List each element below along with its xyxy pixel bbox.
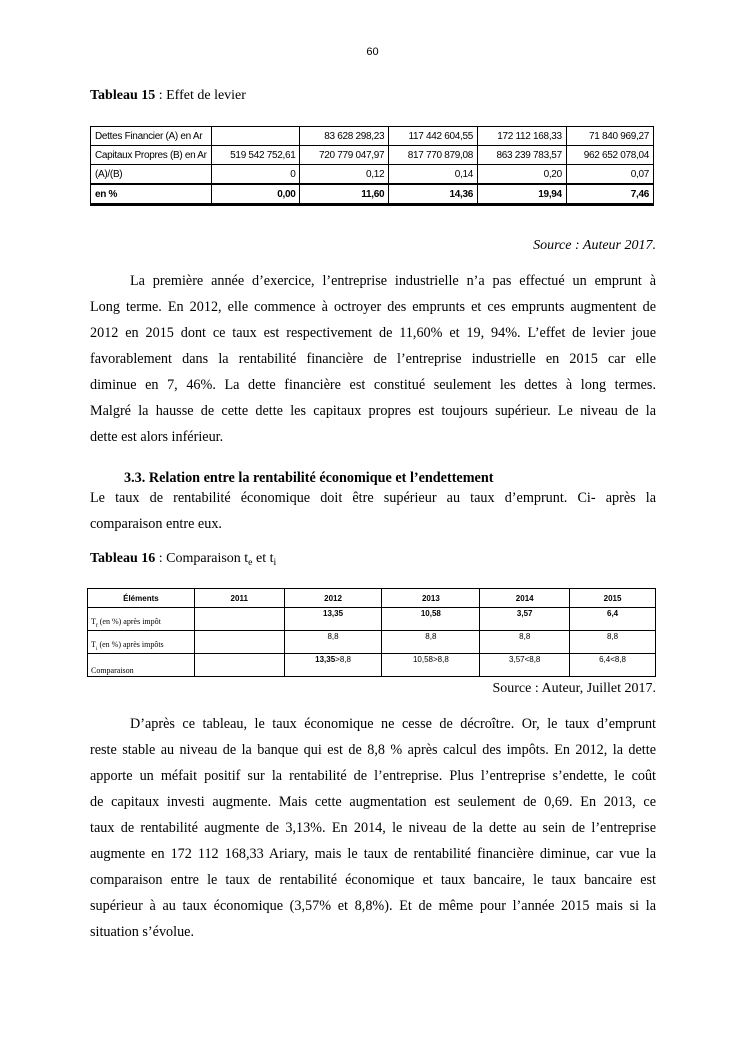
- row-label-text: T: [91, 617, 96, 626]
- table-cell: 6,4: [570, 608, 656, 631]
- row-label: Capitaux Propres (B) en Ar: [91, 146, 212, 165]
- text-line: 2012 en 2015 dont ce taux est respectivement de 11,60% et 19, 94%. L’effet de levier joue: [90, 325, 656, 341]
- column-header: 2014: [480, 589, 570, 608]
- table-row: [88, 631, 656, 654]
- table-cell: 11,60: [300, 184, 389, 205]
- table-cell: [194, 631, 284, 654]
- row-label-text: T: [91, 640, 96, 649]
- table-cell: 0,20: [478, 165, 567, 185]
- text-line: situation s’évolue.: [90, 924, 195, 940]
- caption-text: et t: [252, 551, 274, 566]
- column-header: 2013: [382, 589, 480, 608]
- table-cell: [194, 654, 284, 677]
- table-row: [88, 654, 656, 677]
- comparison-suffix: >8,8: [335, 655, 351, 664]
- row-label-subscript: f: [95, 623, 98, 629]
- table-cell: 8,8: [284, 631, 382, 654]
- table15-caption-label: Tableau 15: [90, 88, 156, 103]
- table15-caption-title: : Effet de levier: [155, 88, 246, 103]
- table-cell: 0,07: [566, 165, 653, 185]
- table-cell: 519 542 752,61: [211, 146, 300, 165]
- table-cell: 720 779 047,97: [300, 146, 389, 165]
- table-cell: 8,8: [382, 631, 480, 654]
- row-label: Dettes Financier (A) en Ar: [91, 127, 212, 146]
- table-cell: 71 840 969,27: [566, 127, 653, 146]
- text-line: favorablement dans la rentabilité financière de l’entreprise industrielle en 2015 car elle: [90, 351, 656, 367]
- text-line: diminue en 7, 46%. La dette financière est constitué seulement les dettes à long termes.: [90, 377, 656, 393]
- table-cell: 8,8: [570, 631, 656, 654]
- table-cell: 7,46: [566, 184, 653, 205]
- row-label-text: (en %) après impôt: [97, 617, 161, 626]
- table16-comparison: [87, 588, 656, 677]
- table16-caption-label: Tableau 16: [90, 551, 156, 566]
- table-row: [91, 127, 654, 146]
- paragraph-1: [90, 268, 656, 450]
- table-cell: 962 652 078,04: [566, 146, 653, 165]
- text-line: taux de rentabilité augmente de 3,13%. En 2014, le niveau de la dette au sein de l’entreprise: [90, 820, 656, 836]
- table-cell: 10,58>8,8: [382, 654, 480, 677]
- table-cell: 0: [211, 165, 300, 185]
- row-label: (A)/(B): [91, 165, 212, 185]
- table-row: [91, 146, 654, 165]
- text-line: reste stable au niveau de la banque qui est de 8,8 % après calcul des impôts. En 2012, la dette: [90, 742, 656, 758]
- table-cell: 3,57<8,8: [480, 654, 570, 677]
- table16-caption-title: : Comparaison t: [155, 551, 249, 566]
- text-line: Long terme. En 2012, elle commence à octroyer des emprunts et ces emprunts augmentent de: [90, 299, 656, 315]
- comparison-value: 13,35: [315, 655, 336, 664]
- text-line: dette est alors inférieur.: [90, 429, 224, 445]
- table-row: [91, 184, 654, 205]
- table-cell: 3,57: [480, 608, 570, 631]
- table-cell: 0,12: [300, 165, 389, 185]
- table16-caption: [90, 551, 276, 568]
- row-label: Comparaison: [88, 654, 195, 677]
- text-line: supérieur à au taux économique (3,57% et 8,8%). Et de même pour l’année 2015 mais si la: [90, 898, 656, 914]
- row-label-text: (en %) après impôts: [97, 640, 164, 649]
- paragraph-3: [90, 711, 656, 945]
- table15-source: Source : Auteur 2017.: [533, 238, 656, 253]
- page-number: 60: [366, 46, 379, 58]
- text-line: comparaison entre le taux de rentabilité économique et taux bancaire, le taux bancaire est: [90, 872, 656, 888]
- text-line: apporte un méfait positif sur la rentabilité de l’entreprise. Plus l’entreprise s’endette, le coût: [90, 768, 656, 784]
- table-cell: [284, 654, 382, 677]
- column-header: 2011: [194, 589, 284, 608]
- column-header: 2012: [284, 589, 382, 608]
- text-line: Malgré la hausse de cette dette les capitaux propres est toujours supérieur. Le niveau de la: [90, 403, 656, 419]
- table-cell: 83 628 298,23: [300, 127, 389, 146]
- text-line: augmente en 172 112 168,33 Ariary, mais le taux de rentabilité financière diminue, car vue la: [90, 846, 656, 862]
- text-line: D’après ce tableau, le taux économique ne cesse de décroître. Or, le taux d’emprunt: [130, 716, 656, 732]
- caption-subscript: e: [248, 557, 253, 568]
- table-cell: 14,36: [389, 184, 478, 205]
- table-cell: 863 239 783,57: [478, 146, 567, 165]
- table-cell: 6,4<8,8: [570, 654, 656, 677]
- text-line: comparaison entre eux.: [90, 516, 222, 532]
- table-row: [88, 608, 656, 631]
- text-line: de capitaux investi augmente. Mais cette augmentation est seulement de 0,69. En 2013, ce: [90, 794, 656, 810]
- text-line: Le taux de rentabilité économique doit être supérieur au taux d’emprunt. Ci- après la: [90, 490, 656, 506]
- row-label: en %: [91, 184, 212, 205]
- row-label: [88, 608, 195, 631]
- row-label: [88, 631, 195, 654]
- table-cell: 0,14: [389, 165, 478, 185]
- table-cell: 8,8: [480, 631, 570, 654]
- table-cell: 817 770 879,08: [389, 146, 478, 165]
- column-header: 2015: [570, 589, 656, 608]
- paragraph-2: [90, 485, 656, 537]
- table-cell: 172 112 168,33: [478, 127, 567, 146]
- section-heading: 3.3. Relation entre la rentabilité économique et l’endettement: [124, 470, 494, 486]
- row-label-subscript: i: [95, 646, 98, 652]
- table-cell: 10,58: [382, 608, 480, 631]
- table-cell: 13,35: [284, 608, 382, 631]
- table-row: [91, 165, 654, 185]
- table-cell: 0,00: [211, 184, 300, 205]
- table-cell: [194, 608, 284, 631]
- table16-source: Source : Auteur, Juillet 2017.: [492, 681, 656, 696]
- table-cell: [211, 127, 300, 146]
- column-header: Éléments: [88, 589, 195, 608]
- table-header-row: [88, 589, 656, 608]
- text-line: La première année d’exercice, l’entreprise industrielle n’a pas effectué un emprunt à: [130, 273, 656, 289]
- table-cell: 117 442 604,55: [389, 127, 478, 146]
- table-cell: 19,94: [478, 184, 567, 205]
- caption-subscript: i: [273, 557, 277, 568]
- table15-caption: [90, 88, 246, 104]
- table15-leverage: [90, 126, 654, 206]
